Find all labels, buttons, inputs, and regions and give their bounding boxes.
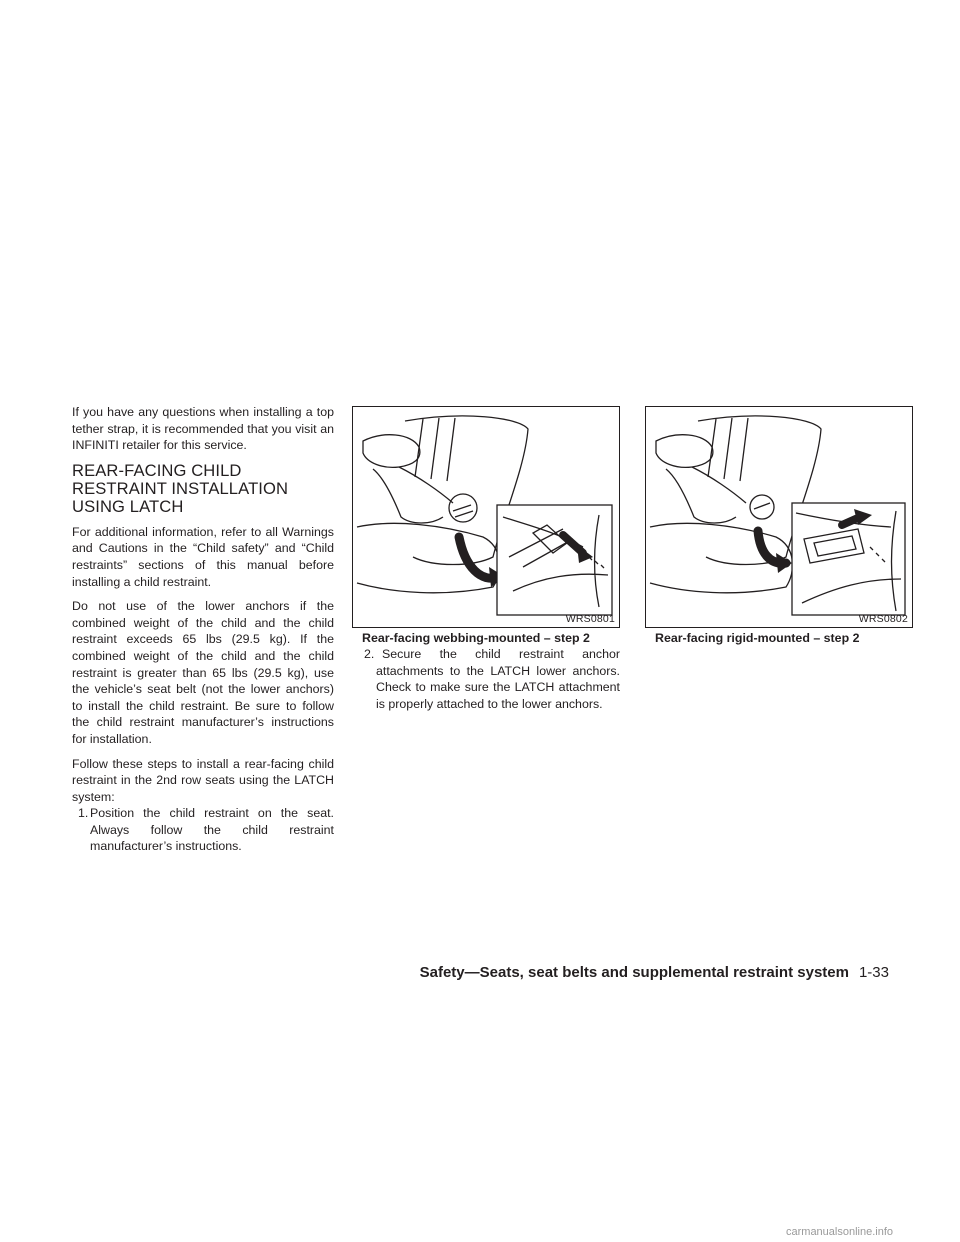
- figure-rigid-mounted: [645, 406, 913, 628]
- figure-caption-rigid: Rear-facing rigid-mounted – step 2: [655, 631, 860, 645]
- rigid-mounted-illustration: [646, 407, 913, 628]
- page-number: 1-33: [858, 964, 889, 981]
- figure-id: WRS0802: [858, 613, 908, 625]
- additional-info-paragraph: For additional information, refer to all Warnings and Cautions in the “Child safety” and “Child restraints” sections of this manual before installing a child restraint.: [72, 524, 334, 589]
- page-footer: [0, 964, 889, 981]
- section-heading: REAR-FACING CHILD RESTRAINT INSTALLATION USING LATCH: [72, 460, 289, 516]
- figure-id: WRS0801: [565, 613, 615, 625]
- step-1-number: 1.: [78, 806, 89, 821]
- figure-caption-webbing: Rear-facing webbing-mounted – step 2: [362, 631, 590, 645]
- webbing-mounted-illustration: [353, 407, 620, 628]
- left-column: [72, 404, 334, 863]
- step-2: [352, 646, 620, 712]
- step-1-text: Position the child restraint on the seat. Always follow the child restraint manufacturer’s instructions.: [90, 806, 334, 854]
- weight-limit-paragraph: Do not use of the lower anchors if the combined weight of the child and the child restraint exceeds 65 lbs (29.5 kg). If the combined weight of the child and the child restraint is greater than 65 lbs (29.5 kg), use the vehicle’s seat belt (not the lower anchors) to install the child restraint. Be sure to follow the child restraint manufacturer’s instructions for installation.: [72, 599, 334, 746]
- intro-paragraph: If you have any questions when installing a top tether strap, it is recommended that you visit an INFINITI retailer for this service.: [72, 405, 334, 453]
- steps-intro-paragraph: Follow these steps to install a rear-facing child restraint in the 2nd row seats using the LATCH system:: [72, 756, 334, 804]
- footer-section-title: Safety—Seats, seat belts and supplemental restraint system: [419, 964, 849, 981]
- step-2-text: Secure the child restraint anchor attachments to the LATCH lower anchors. Check to make sure the LATCH attachment is properly attached to the lower anchors.: [376, 647, 620, 711]
- step-1: [72, 805, 334, 855]
- watermark: carmanualsonline.info: [786, 1226, 894, 1238]
- figure-webbing-mounted: [352, 406, 620, 628]
- middle-column: [352, 646, 620, 712]
- step-2-number: 2.: [364, 647, 375, 661]
